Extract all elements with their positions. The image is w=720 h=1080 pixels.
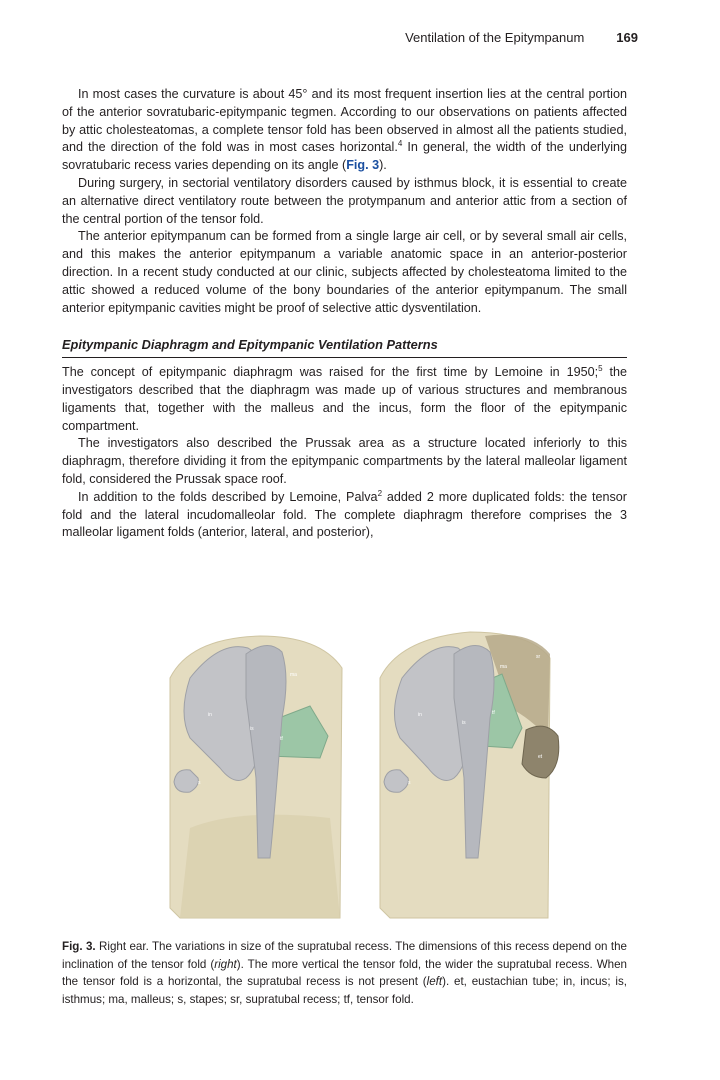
label-left-s: s	[198, 780, 201, 786]
label-left-is: is	[250, 726, 254, 732]
label-right-sr: sr	[536, 654, 541, 660]
paragraph-3: The anterior epitympanum can be formed from a single large air cell, or by several small air cells, and this makes the anterior epitympanum a variable anatomic space in an anterior-posterior direction. In a recent study conducted at our clinic, subjects affected by cholesteatoma limited to the attic showed a reduced volume of the bony boundaries of the anterior epitympanum. The small anterior epitympanic cavities might be proof of selective attic dysventilation.	[62, 229, 627, 315]
section-paragraph-2: The investigators also described the Prussak area as a structure located inferiorly to this diaphragm, therefore dividing it from the epitympanic compartments by the lateral malleolar ligament fold, considered the Prussak space roof.	[62, 436, 627, 486]
label-left-tf: tf	[280, 736, 283, 742]
label-right-in: in	[418, 712, 422, 718]
figure-reference-link[interactable]: Fig. 3	[346, 158, 380, 173]
figure-3	[150, 618, 570, 926]
body-text	[62, 86, 627, 542]
eustachian-tube-right	[522, 726, 559, 778]
label-right-ma: ma	[500, 664, 507, 670]
label-right-et: et	[538, 754, 543, 760]
running-head	[62, 30, 638, 50]
citation-5[interactable]: 5	[598, 363, 603, 373]
section-paragraph-1: The concept of epitympanic diaphragm was raised for the first time by Lemoine in 1950;$^5$ the investigators described that the diaphragm was made up of various structures and membranous ligaments that, together with the malleus and the incus, form the floor of the epitympanic compartment.	[62, 363, 627, 433]
label-left-ma: ma	[290, 672, 297, 678]
label-right-tf: tf	[492, 710, 495, 716]
label-right-is: is	[462, 720, 466, 726]
page-number: 169	[616, 30, 638, 45]
figure-caption: Fig. 3. Right ear. The variations in size of the supratubal recess. The dimensions of this recess depend on the inclination of the tensor fold (right). The more vertical the tensor fold, the wider the supratubal recess. When the tensor fold is a horizontal, the supratubal recess is not present (left). et, eustachian tube; in, incus; is, isthmus; ma, malleus; s, stapes; sr, supratubal recess; tf, tensor fold.	[62, 940, 627, 1006]
left-panel	[170, 636, 342, 918]
label-right-s: s	[408, 780, 411, 786]
figure-label: Fig. 3.	[62, 940, 96, 953]
section-heading: Epitympanic Diaphragm and Epitympanic Ventilation Patterns	[62, 336, 627, 358]
paragraph-1: In most cases the curvature is about 45° and its most frequent insertion lies at the central portion of the anterior sovratubaric-epitympanic tegmen. According to our observations on patients affected by attic cholesteatomas, a complete tensor fold has been observed in almost all the patients studied, and the direction of the fold was in most cases horizontal.$^4$ In general, the width of the underlying sovratubaric recess varies depending on its angle (Fig. 3).	[62, 87, 627, 173]
label-left-in: in	[208, 712, 212, 718]
right-panel	[380, 632, 559, 918]
paragraph-2: During surgery, in sectorial ventilatory disorders caused by isthmus block, it is essential to create an alternative direct ventilatory route between the protympanum and anterior attic from a section of the central portion of the tensor fold.	[62, 175, 627, 226]
ossicle-illustration	[150, 618, 570, 926]
section-paragraph-3: In addition to the folds described by Lemoine, Palva$^2$ added 2 more duplicated folds: the tensor fold and the lateral incudomalleolar fold. The complete diaphragm therefore comprises the 3 malleolar ligament folds (anterior, lateral, and posterior),	[62, 488, 627, 540]
running-title: Ventilation of the Epitympanum	[405, 30, 585, 45]
citation-4[interactable]: 4	[397, 139, 403, 149]
citation-2[interactable]: 2	[377, 488, 383, 498]
